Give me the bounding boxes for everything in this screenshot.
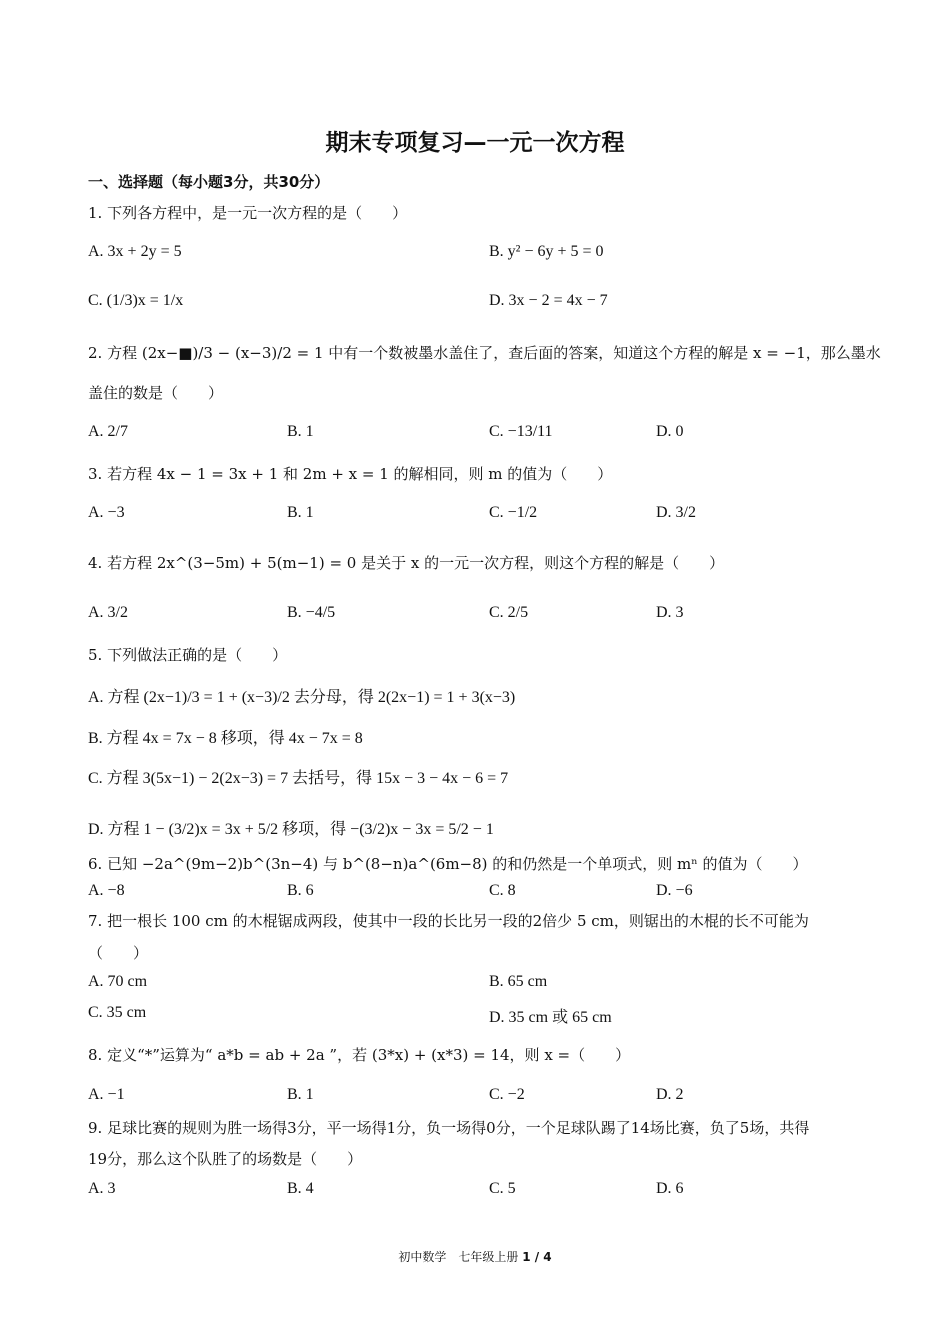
- question-5-option-b: B. 方程 4x = 7x − 8 移项，得 4x − 7x = 8: [88, 730, 363, 747]
- question-9-option-c: C. 5: [489, 1180, 516, 1197]
- question-2-option-a: A. 2/7: [88, 423, 128, 440]
- question-7-stem-continued: （ ）: [88, 944, 149, 962]
- question-7-option-b: B. 65 cm: [489, 973, 548, 990]
- question-8-option-c: C. −2: [489, 1086, 525, 1103]
- question-2-option-d: D. 0: [656, 423, 684, 440]
- question-5-stem: 5. 下列做法正确的是（ ）: [88, 646, 288, 664]
- question-3-option-d: D. 3/2: [656, 504, 696, 521]
- question-6-option-c: C. 8: [489, 882, 516, 899]
- question-7-option-c: C. 35 cm: [88, 1004, 147, 1021]
- question-9-stem: 9. 足球比赛的规则为胜一场得3分，平一场得1分，负一场得0分，一个足球队踢了14场比赛，负了5场，共得: [88, 1119, 810, 1137]
- question-6-option-b: B. 6: [287, 882, 314, 899]
- question-3-option-a: A. −3: [88, 504, 125, 521]
- question-5-option-c: C. 方程 3(5x−1) − 2(2x−3) = 7 去括号，得 15x − 3 − 4x − 6 = 7: [88, 770, 509, 787]
- question-5-option-d: D. 方程 1 − (3/2)x = 3x + 5/2 移项，得 −(3/2)x − 3x = 5/2 − 1: [88, 821, 494, 838]
- question-1-stem: 1. 下列各方程中，是一元一次方程的是（ ）: [88, 204, 408, 222]
- question-7-option-a: A. 70 cm: [88, 973, 148, 990]
- question-3-stem: 3. 若方程 4x − 1 = 3x + 1 和 2m + x = 1 的解相同，则 m 的值为（ ）: [88, 465, 613, 483]
- page-footer: [0, 1248, 950, 1265]
- footer-subject: 初中数学 七年级上册: [398, 1250, 519, 1264]
- question-9-option-b: B. 4: [287, 1180, 314, 1197]
- question-4-stem: 4. 若方程 2x^(3−5m) + 5(m−1) = 0 是关于 x 的一元一次方程，则这个方程的解是（ ）: [88, 554, 725, 572]
- question-1-option-d: D. 3x − 2 = 4x − 7: [489, 292, 608, 309]
- question-1-option-b: B. y² − 6y + 5 = 0: [489, 243, 604, 260]
- question-2-option-b: B. 1: [287, 423, 314, 440]
- question-4-option-d: D. 3: [656, 604, 684, 621]
- question-4-option-b: B. −4/5: [287, 604, 336, 621]
- question-1-option-a: A. 3x + 2y = 5: [88, 243, 182, 260]
- question-9-option-a: A. 3: [88, 1180, 116, 1197]
- page-number: 1 / 4: [522, 1250, 552, 1264]
- question-9-stem-continued: 19分，那么这个队胜了的场数是（ ）: [88, 1150, 363, 1168]
- question-2-stem-continued: 盖住的数是（ ）: [88, 384, 224, 402]
- question-6-stem: 6. 已知 −2a^(9m−2)b^(3n−4) 与 b^(8−n)a^(6m−8) 的和仍然是一个单项式，则 mⁿ 的值为（ ）: [88, 855, 808, 873]
- question-6-option-a: A. −8: [88, 882, 125, 899]
- question-7-option-d: D. 35 cm 或 65 cm: [489, 1009, 612, 1026]
- question-8-stem: 8. 定义“*”运算为“ a*b = ab + 2a ”，若 (3*x) + (x*3) = 14，则 x =（ ）: [88, 1046, 631, 1064]
- question-8-option-d: D. 2: [656, 1086, 684, 1103]
- question-6-option-d: D. −6: [656, 882, 693, 899]
- question-9-option-d: D. 6: [656, 1180, 684, 1197]
- question-1-option-c: C. (1/3)x = 1/x: [88, 292, 184, 309]
- question-3-option-b: B. 1: [287, 504, 314, 521]
- section-heading: 一、选择题（每小题3分，共30分）: [88, 173, 330, 191]
- question-8-option-a: A. −1: [88, 1086, 125, 1103]
- question-2-option-c: C. −13/11: [489, 423, 553, 440]
- question-4-option-a: A. 3/2: [88, 604, 128, 621]
- question-3-option-c: C. −1/2: [489, 504, 538, 521]
- question-7-stem: 7. 把一根长 100 cm 的木棍锯成两段，使其中一段的长比另一段的2倍少 5 cm，则锯出的木棍的长不可能为: [88, 912, 809, 930]
- page-title: 期末专项复习—一元一次方程: [325, 130, 625, 156]
- question-8-option-b: B. 1: [287, 1086, 314, 1103]
- question-4-option-c: C. 2/5: [489, 604, 529, 621]
- question-5-option-a: A. 方程 (2x−1)/3 = 1 + (x−3)/2 去分母，得 2(2x−1) = 1 + 3(x−3): [88, 689, 516, 706]
- question-2-stem: 2. 方程 (2x−■)/3 − (x−3)/2 = 1 中有一个数被墨水盖住了，查后面的答案，知道这个方程的解是 x = −1，那么墨水: [88, 344, 881, 362]
